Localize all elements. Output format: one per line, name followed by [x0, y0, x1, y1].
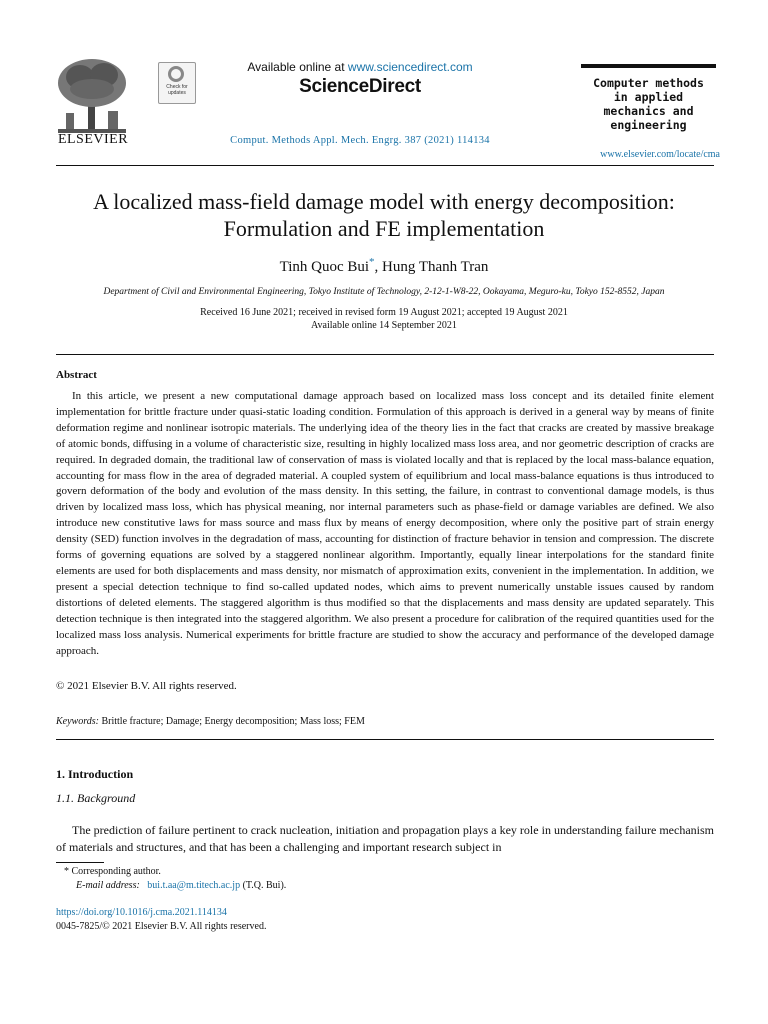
update-badge-text: Check for updates — [166, 84, 188, 96]
elsevier-tree-logo — [52, 55, 132, 135]
keywords-line — [56, 716, 365, 727]
author-list — [100, 256, 668, 276]
abstract-bottom-divider — [56, 739, 714, 740]
journal-name-line: Computer methods — [593, 76, 704, 90]
issn-line: 0045-7825/© 2021 Elsevier B.V. All rights reserved. — [56, 921, 267, 932]
update-icon — [168, 66, 184, 82]
article-title — [40, 188, 728, 242]
available-prefix: Available online at — [247, 60, 348, 74]
doi-link[interactable]: https://doi.org/10.1016/j.cma.2021.114134 — [56, 907, 227, 918]
header-divider — [56, 165, 714, 166]
check-for-updates-badge[interactable] — [158, 62, 196, 104]
body-paragraph: The prediction of failure pertinent to crack nucleation, initiation and propagation plays a key role in understanding failure mechanism of materials and structures, and that has been a challenging and important research subject in — [56, 823, 714, 854]
email-footnote — [76, 880, 286, 891]
available-online-date: Available online 14 September 2021 — [311, 320, 457, 331]
footnote-divider — [56, 862, 104, 863]
keywords-label: Keywords: — [56, 716, 99, 727]
title-line-2: Formulation and FE implementation — [223, 216, 545, 241]
corresponding-author-footnote: * Corresponding author. — [64, 866, 161, 877]
journal-url-link[interactable]: www.elsevier.com/locate/cma — [600, 149, 720, 160]
subsection-heading: 1.1. Background — [56, 791, 136, 805]
section-heading: 1. Introduction — [56, 767, 134, 781]
journal-name-box — [581, 64, 716, 132]
title-line-1: A localized mass-field damage model with energy decomposition: — [93, 189, 675, 214]
journal-name-line: in applied — [613, 90, 684, 104]
author-name: Tinh Quoc Bui — [279, 259, 370, 275]
publisher-logo-text: ELSEVIER — [57, 132, 129, 147]
affiliation: Department of Civil and Environmental Engineering, Tokyo Institute of Technology, 2-12-1-W8-22, Ookayama, Meguro-ku, Tokyo 152-8552, Japan — [103, 287, 665, 297]
available-online-line — [200, 60, 520, 74]
journal-name-line: engineering — [610, 118, 687, 132]
journal-reference[interactable]: Comput. Methods Appl. Mech. Engrg. 387 (2021) 114134 — [230, 135, 490, 146]
keywords-text: Brittle fracture; Damage; Energy decomposition; Mass loss; FEM — [98, 716, 365, 727]
abstract-heading: Abstract — [56, 369, 97, 381]
email-label: E-mail address: — [76, 880, 140, 891]
copyright-notice: © 2021 Elsevier B.V. All rights reserved. — [56, 680, 237, 692]
journal-name-line: mechanics and — [603, 104, 694, 118]
article-dates — [100, 306, 668, 332]
email-link[interactable]: bui.t.aa@m.titech.ac.jp — [147, 880, 241, 891]
author-name: , Hung Thanh Tran — [374, 259, 489, 275]
abstract-top-divider — [56, 354, 714, 355]
email-suffix: (T.Q. Bui). — [240, 880, 287, 891]
sciencedirect-link[interactable]: www.sciencedirect.com — [347, 60, 473, 74]
corresponding-author-marker[interactable]: * — [369, 256, 375, 268]
received-dates: Received 16 June 2021; received in revised form 19 August 2021; accepted 19 August 2021 — [200, 307, 568, 318]
abstract-text: In this article, we present a new computational damage approach based on localized mass loss concept and its detailed finite element implementation for brittle fracture under quasi-static loading condition. Formulation of this approach is derived in a general way by means of finite deformation regime and nonlinear isotropic materials. The underlying idea of the theory lies in the fact that cracks are created by massive breakage of atomic bonds, diffusing in a volume of characteristic size, resulting in highly localized mass loss area, and nor geometric description of cracks are required. In degraded domain, the traditional law of conservation of mass is violated locally and that is replaced by the local mass-balance equation, accounting for mass flow in the area of degraded material. A coupled system of equilibrium and local mass-balance equations is thus introduced to govern deformation of the body and evolution of the mass density. In this setting, the failure, in contrast to conventional damage models, is thus driven by localized mass loss, which has physical meaning, nor internal parameters such as phase-field or damage variables are defined. We also introduce new constitutive laws for mass source and mass flux by means of energy decomposition, where only the positive part of strain energy density (SED) function involves in the degradation of mass, accounting for distinction of fracture behavior in tension and compression. The discrete forms of governing equations are solved by a staggered nonlinear algorithm. Importantly, equally linear interpolations for the standard finite elements are used for both displacements and mass density, nor mismatch of approximation exits, convenient in the implementation. In addition, we present a special detection technique to find so-called updated nodes, which aims to prevent numerically unstable issues caused by random distortions of deleted elements. The staggered algorithm is thus modified so that the displacements and mass density are updated separately. This detection technique is then integrated into the staggered algorithm. We also present a procedure for calibration of the required quantities used for the localized mass loss analysis. Numerical experiments for brittle fracture are studied to show the accuracy and performance of the developed damage approach. — [56, 390, 714, 657]
platform-name: ScienceDirect — [299, 76, 421, 97]
